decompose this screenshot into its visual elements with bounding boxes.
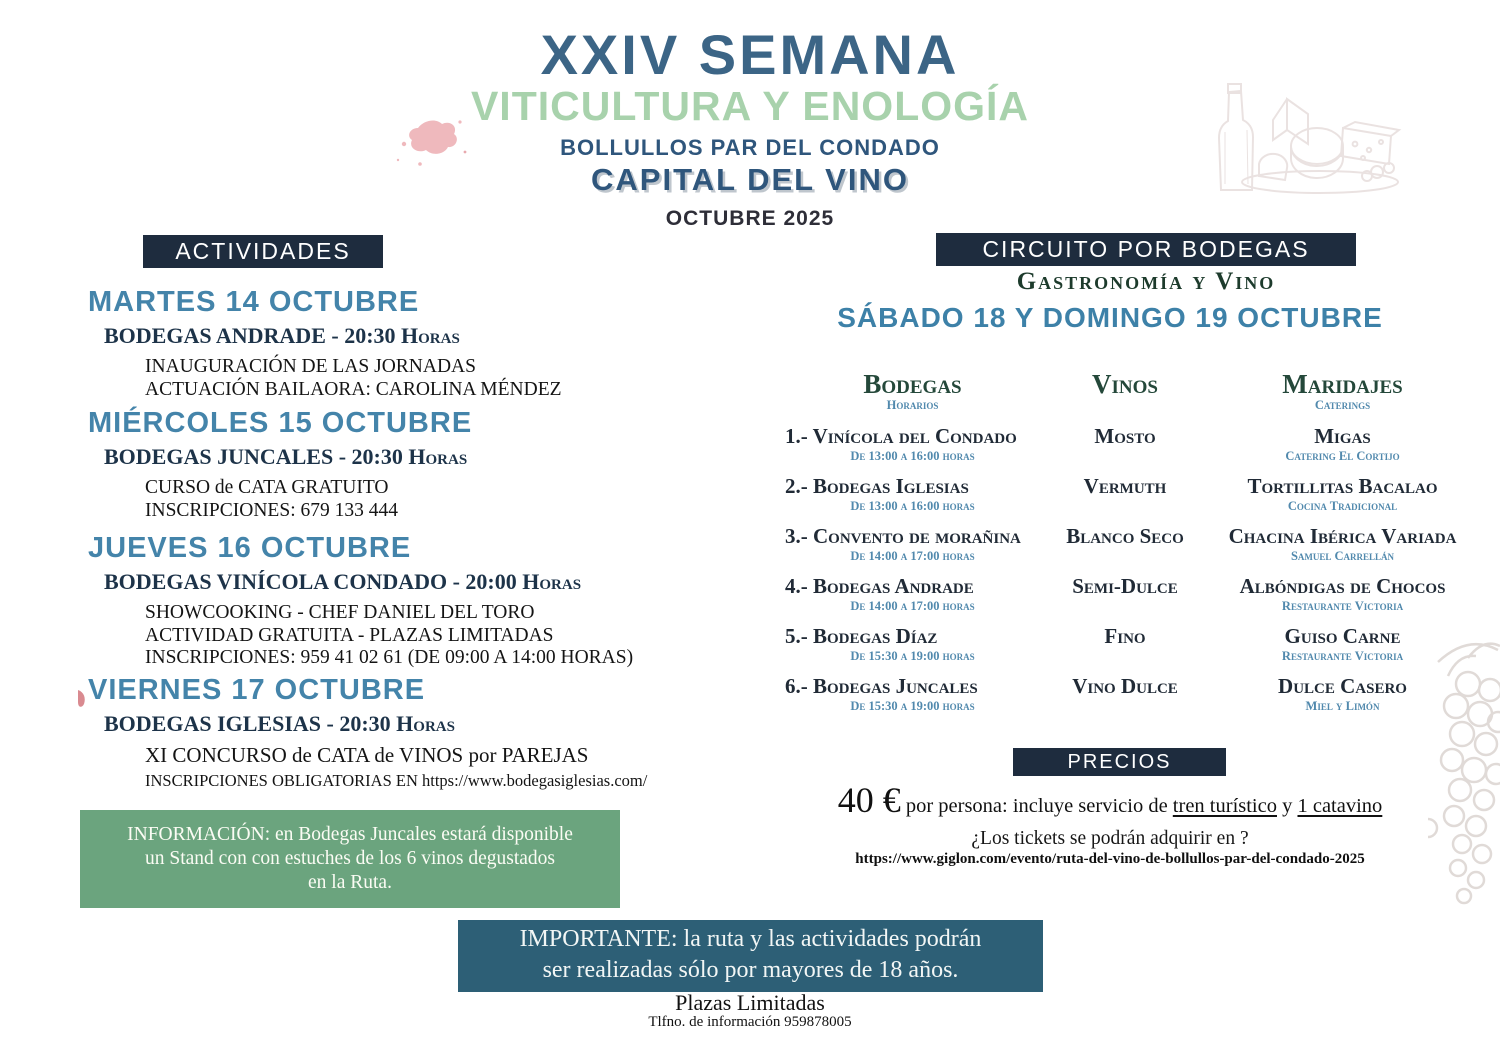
wine-bottle-cheese-sketch xyxy=(1195,72,1410,197)
poster-header xyxy=(370,23,1130,231)
event-subtitle: VITICULTURA Y ENOLOGÍA xyxy=(470,83,1030,130)
circuit-subtitle: Gastronomía y Vino xyxy=(1016,268,1276,295)
maridaje: Dulce Casero xyxy=(1278,674,1407,698)
bodega-name: 1.- Vinícola del Condado xyxy=(785,424,1017,448)
table-row xyxy=(785,425,1475,464)
vino: Mosto xyxy=(1094,424,1156,448)
day-detail: INSCRIPCIONES: 679 133 444 xyxy=(145,499,398,521)
day-title: MARTES 14 OCTUBRE xyxy=(88,286,420,318)
bodega-horario: De 15:30 a 19:00 horas xyxy=(850,649,975,663)
maridaje: Guiso Carne xyxy=(1284,624,1401,648)
prices-section-header: PRECIOS xyxy=(1013,748,1226,776)
bodega-horario: De 13:00 a 16:00 horas xyxy=(850,499,975,513)
day-detail: XI CONCURSO de CATA de VINOS por PAREJAS xyxy=(145,743,589,767)
phone-info: Tlfno. de información 959878005 xyxy=(648,1014,852,1030)
day-venue: BODEGAS IGLESIAS - 20:30 Horas xyxy=(104,711,455,736)
event-date: OCTUBRE 2025 xyxy=(665,207,835,231)
day-detail: SHOWCOOKING - CHEF DANIEL DEL TORO xyxy=(145,602,535,623)
table-row xyxy=(785,475,1475,514)
catering: Miel y Limón xyxy=(1305,699,1380,713)
vino: Blanco Seco xyxy=(1066,524,1184,548)
maridaje: Albóndigas de Chocos xyxy=(1239,574,1446,598)
circuit-section-header: CIRCUITO POR BODEGAS xyxy=(936,233,1356,266)
vino: Vermuth xyxy=(1083,474,1167,498)
price-text: y xyxy=(1276,795,1298,817)
price-catavino: 1 catavino xyxy=(1297,795,1383,817)
information-box xyxy=(80,810,620,908)
table-row xyxy=(785,675,1475,714)
important-notice xyxy=(458,920,1043,992)
maridaje: Chacina Ibérica Variada xyxy=(1228,524,1457,548)
maridaje: Tortillitas Bacalao xyxy=(1247,474,1438,498)
day-venue: BODEGAS ANDRADE - 20:30 Horas xyxy=(104,323,460,348)
important-line: IMPORTANTE: la ruta y las actividades podrán xyxy=(519,926,982,952)
info-line: un Stand con con estuches de los 6 vinos degustados xyxy=(145,848,555,869)
day-title: MIÉRCOLES 15 OCTUBRE xyxy=(88,407,473,439)
day-detail: ACTUACIÓN BAILAORA: CAROLINA MÉNDEZ xyxy=(145,378,562,400)
bodega-horario: De 13:00 a 16:00 horas xyxy=(850,449,975,463)
table-row xyxy=(785,525,1475,564)
catering: Samuel Carrellán xyxy=(1290,549,1395,563)
bodega-name: 6.- Bodegas Juncales xyxy=(785,674,978,698)
bodega-horario: De 14:00 a 17:00 horas xyxy=(850,549,975,563)
circuit-table-header xyxy=(785,369,1475,412)
day-block-miercoles xyxy=(88,407,472,522)
circuit-table xyxy=(785,369,1475,725)
bodega-name: 3.- Convento de morañina xyxy=(785,524,1021,548)
price-amount: 40 € xyxy=(837,780,901,820)
table-row xyxy=(785,575,1475,614)
column-header-vinos: Vinos xyxy=(1092,369,1158,399)
vino: Semi-Dulce xyxy=(1072,574,1178,598)
info-line: INFORMACIÓN: en Bodegas Juncales estará disponible xyxy=(127,824,573,845)
day-detail: INSCRIPCIONES: 959 41 02 61 (DE 09:00 A 14:00 HORAS) xyxy=(145,647,634,668)
catering: Restaurante Victoria xyxy=(1281,649,1404,663)
day-detail-inscriptions[interactable]: INSCRIPCIONES OBLIGATORIAS EN https://www.bodegasiglesias.com/ xyxy=(145,770,648,790)
vino: Vino Dulce xyxy=(1072,674,1178,698)
activities-section-header: ACTIVIDADES xyxy=(143,235,383,268)
day-venue: BODEGAS VINÍCOLA CONDADO - 20:00 Horas xyxy=(104,569,582,594)
bodega-horario: De 14:00 a 17:00 horas xyxy=(850,599,975,613)
catering: Catering El Cortijo xyxy=(1285,449,1400,463)
event-tagline: CAPITAL DEL VINO xyxy=(591,162,909,198)
event-town: BOLLULLOS PAR DEL CONDADO xyxy=(560,135,940,161)
day-detail: INAUGURACIÓN DE LAS JORNADAS xyxy=(145,356,476,377)
column-header-bodegas: Bodegas Horarios xyxy=(863,369,962,412)
day-detail: ACTIVIDAD GRATUITA - PLAZAS LIMITADAS xyxy=(145,624,554,646)
plazas-limitadas: Plazas Limitadas xyxy=(675,990,825,1015)
price-line xyxy=(780,779,1440,821)
catering: Restaurante Victoria xyxy=(1281,599,1404,613)
event-title: XXIV SEMANA xyxy=(540,23,960,86)
day-detail: CURSO de CATA GRATUITO xyxy=(145,477,389,498)
table-row xyxy=(785,625,1475,664)
day-block-martes xyxy=(88,286,562,401)
maridaje: Migas xyxy=(1314,424,1371,448)
bodega-name: 5.- Bodegas Díaz xyxy=(785,624,938,648)
info-line: en la Ruta. xyxy=(308,872,392,893)
bodega-name: 4.- Bodegas Andrade xyxy=(785,574,974,598)
price-text: por persona: incluye servicio de xyxy=(900,795,1173,817)
tickets-question: ¿Los tickets se podrán adquirir en ? xyxy=(971,828,1249,849)
day-venue: BODEGAS JUNCALES - 20:30 Horas xyxy=(104,444,468,469)
day-block-jueves xyxy=(88,532,633,670)
tickets-url[interactable]: https://www.giglon.com/evento/ruta-del-vino-de-bollullos-par-del-condado-2025 xyxy=(855,851,1365,867)
day-title: VIERNES 17 OCTUBRE xyxy=(88,674,426,706)
price-tren-turistico: tren turístico xyxy=(1172,795,1277,817)
circuit-dates: SÁBADO 18 Y DOMINGO 19 OCTUBRE xyxy=(837,302,1383,333)
day-title: JUEVES 16 OCTUBRE xyxy=(88,532,412,564)
bodega-name: 2.- Bodegas Iglesias xyxy=(785,474,969,498)
bodega-horario: De 15:30 a 19:00 horas xyxy=(850,699,975,713)
vino: Fino xyxy=(1104,624,1146,648)
catering: Cocina Tradicional xyxy=(1287,499,1398,513)
column-header-maridajes: Maridajes Caterings xyxy=(1282,369,1403,412)
important-line: ser realizadas sólo por mayores de 18 años. xyxy=(542,957,959,983)
day-block-viernes xyxy=(88,674,647,791)
